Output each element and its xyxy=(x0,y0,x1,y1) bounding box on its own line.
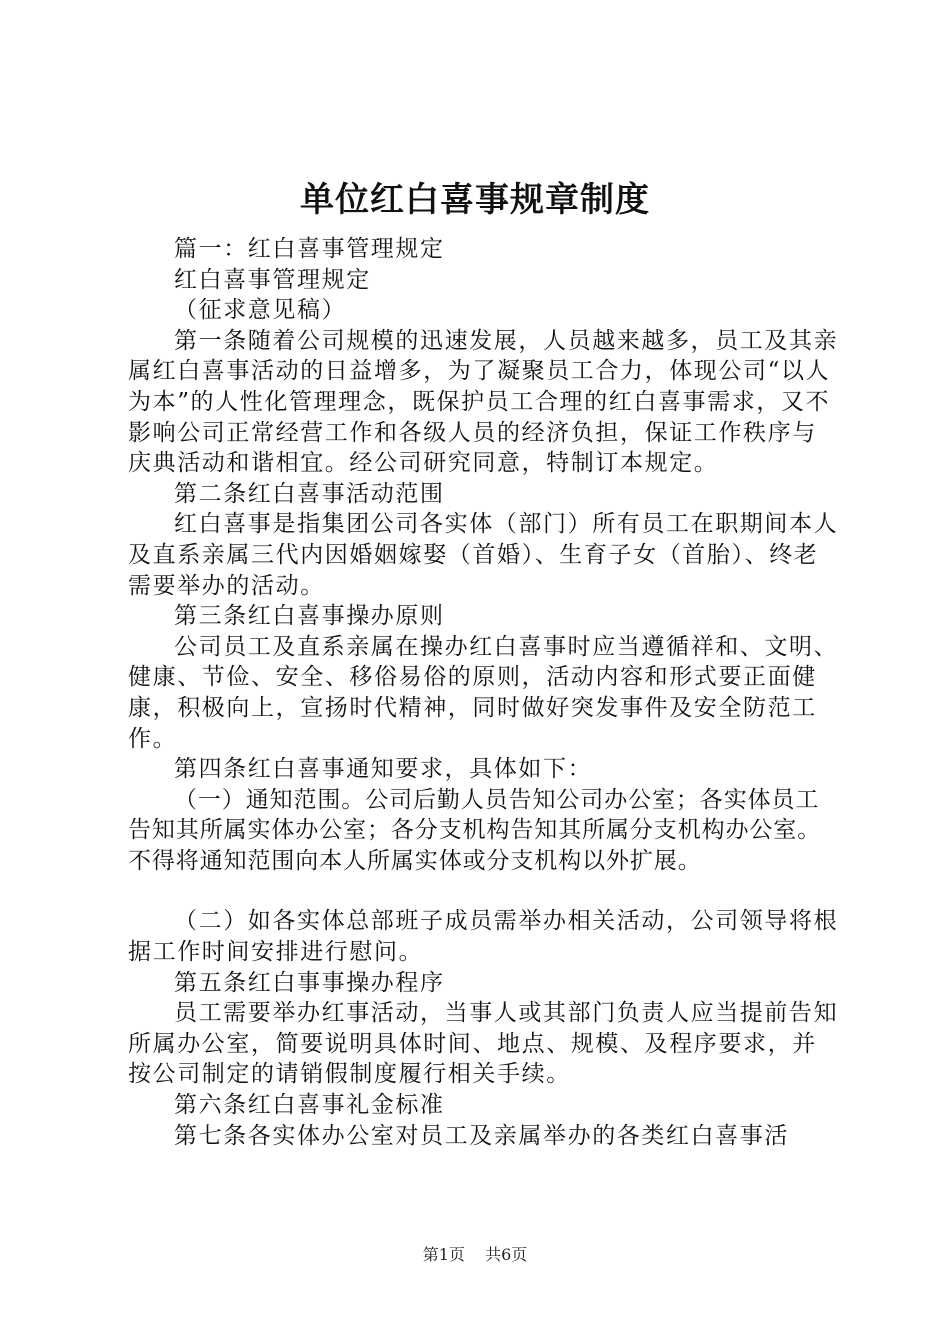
document-body xyxy=(128,234,840,1151)
article-3-heading: 第三条红白喜事操办原则 xyxy=(174,603,445,630)
regulation-title: 红白喜事管理规定 xyxy=(174,266,371,293)
article-1: 第一条随着公司规模的迅速发展，人员越来越多，员工及其亲属红白喜事活动的日益增多，为了凝聚员工合力，体现公司“以人为本”的人性化管理理念，既保护员工合理的红白喜事需求，又不影响公司正常经营工作和各级人员的经济负担，保证工作秩序与庆典活动和谐相宜。经公司研究同意，特制订本规定。 xyxy=(128,327,839,477)
draft-note: （征求意见稿） xyxy=(174,297,347,324)
article-2-heading: 第二条红白喜事活动范围 xyxy=(174,480,445,507)
section-heading-1: 篇一：红白喜事管理规定 xyxy=(174,236,445,262)
page-total: 共6页 xyxy=(485,1245,528,1264)
page-footer xyxy=(0,1245,950,1265)
document-title: 单位红白喜事规章制度 xyxy=(300,180,650,220)
article-5-text: 员工需要举办红事活动，当事人或其部门负责人应当提前告知所属办公室，简要说明具体时间、地点、规模、及程序要求，并按公司制定的请销假制度履行相关手续。 xyxy=(128,1000,839,1088)
article-4-heading: 第四条红白喜事通知要求，具体如下： xyxy=(174,756,593,783)
article-2-text: 红白喜事是指集团公司各实体（部门）所有员工在职期间本人及直系亲属三代内因婚姻嫁娶（首婚）、生育子女（首胎）、终老需要举办的活动。 xyxy=(128,511,839,599)
article-4-item-1: （一）通知范围。公司后勤人员告知公司办公室；各实体员工告知其所属实体办公室；各分支机构告知其所属分支机构办公室。不得将通知范围向本人所属实体或分支机构以外扩展。 xyxy=(128,786,822,874)
article-5-heading: 第五条红白事事操办程序 xyxy=(174,969,445,996)
article-4-item-2: （二）如各实体总部班子成员需举办相关活动，公司领导将根据工作时间安排进行慰问。 xyxy=(128,908,839,966)
page-number: 第1页 xyxy=(422,1245,465,1264)
article-7-text: 第七条各实体办公室对员工及亲属举办的各类红白喜事活 xyxy=(174,1122,789,1149)
article-3-text: 公司员工及直系亲属在操办红白喜事时应当遵循祥和、文明、健康、节俭、安全、移俗易俗的原则，活动内容和形式要正面健康，积极向上，宣扬时代精神，同时做好突发事件及安全防范工作。 xyxy=(128,633,839,752)
article-6-heading: 第六条红白喜事礼金标准 xyxy=(174,1092,445,1119)
